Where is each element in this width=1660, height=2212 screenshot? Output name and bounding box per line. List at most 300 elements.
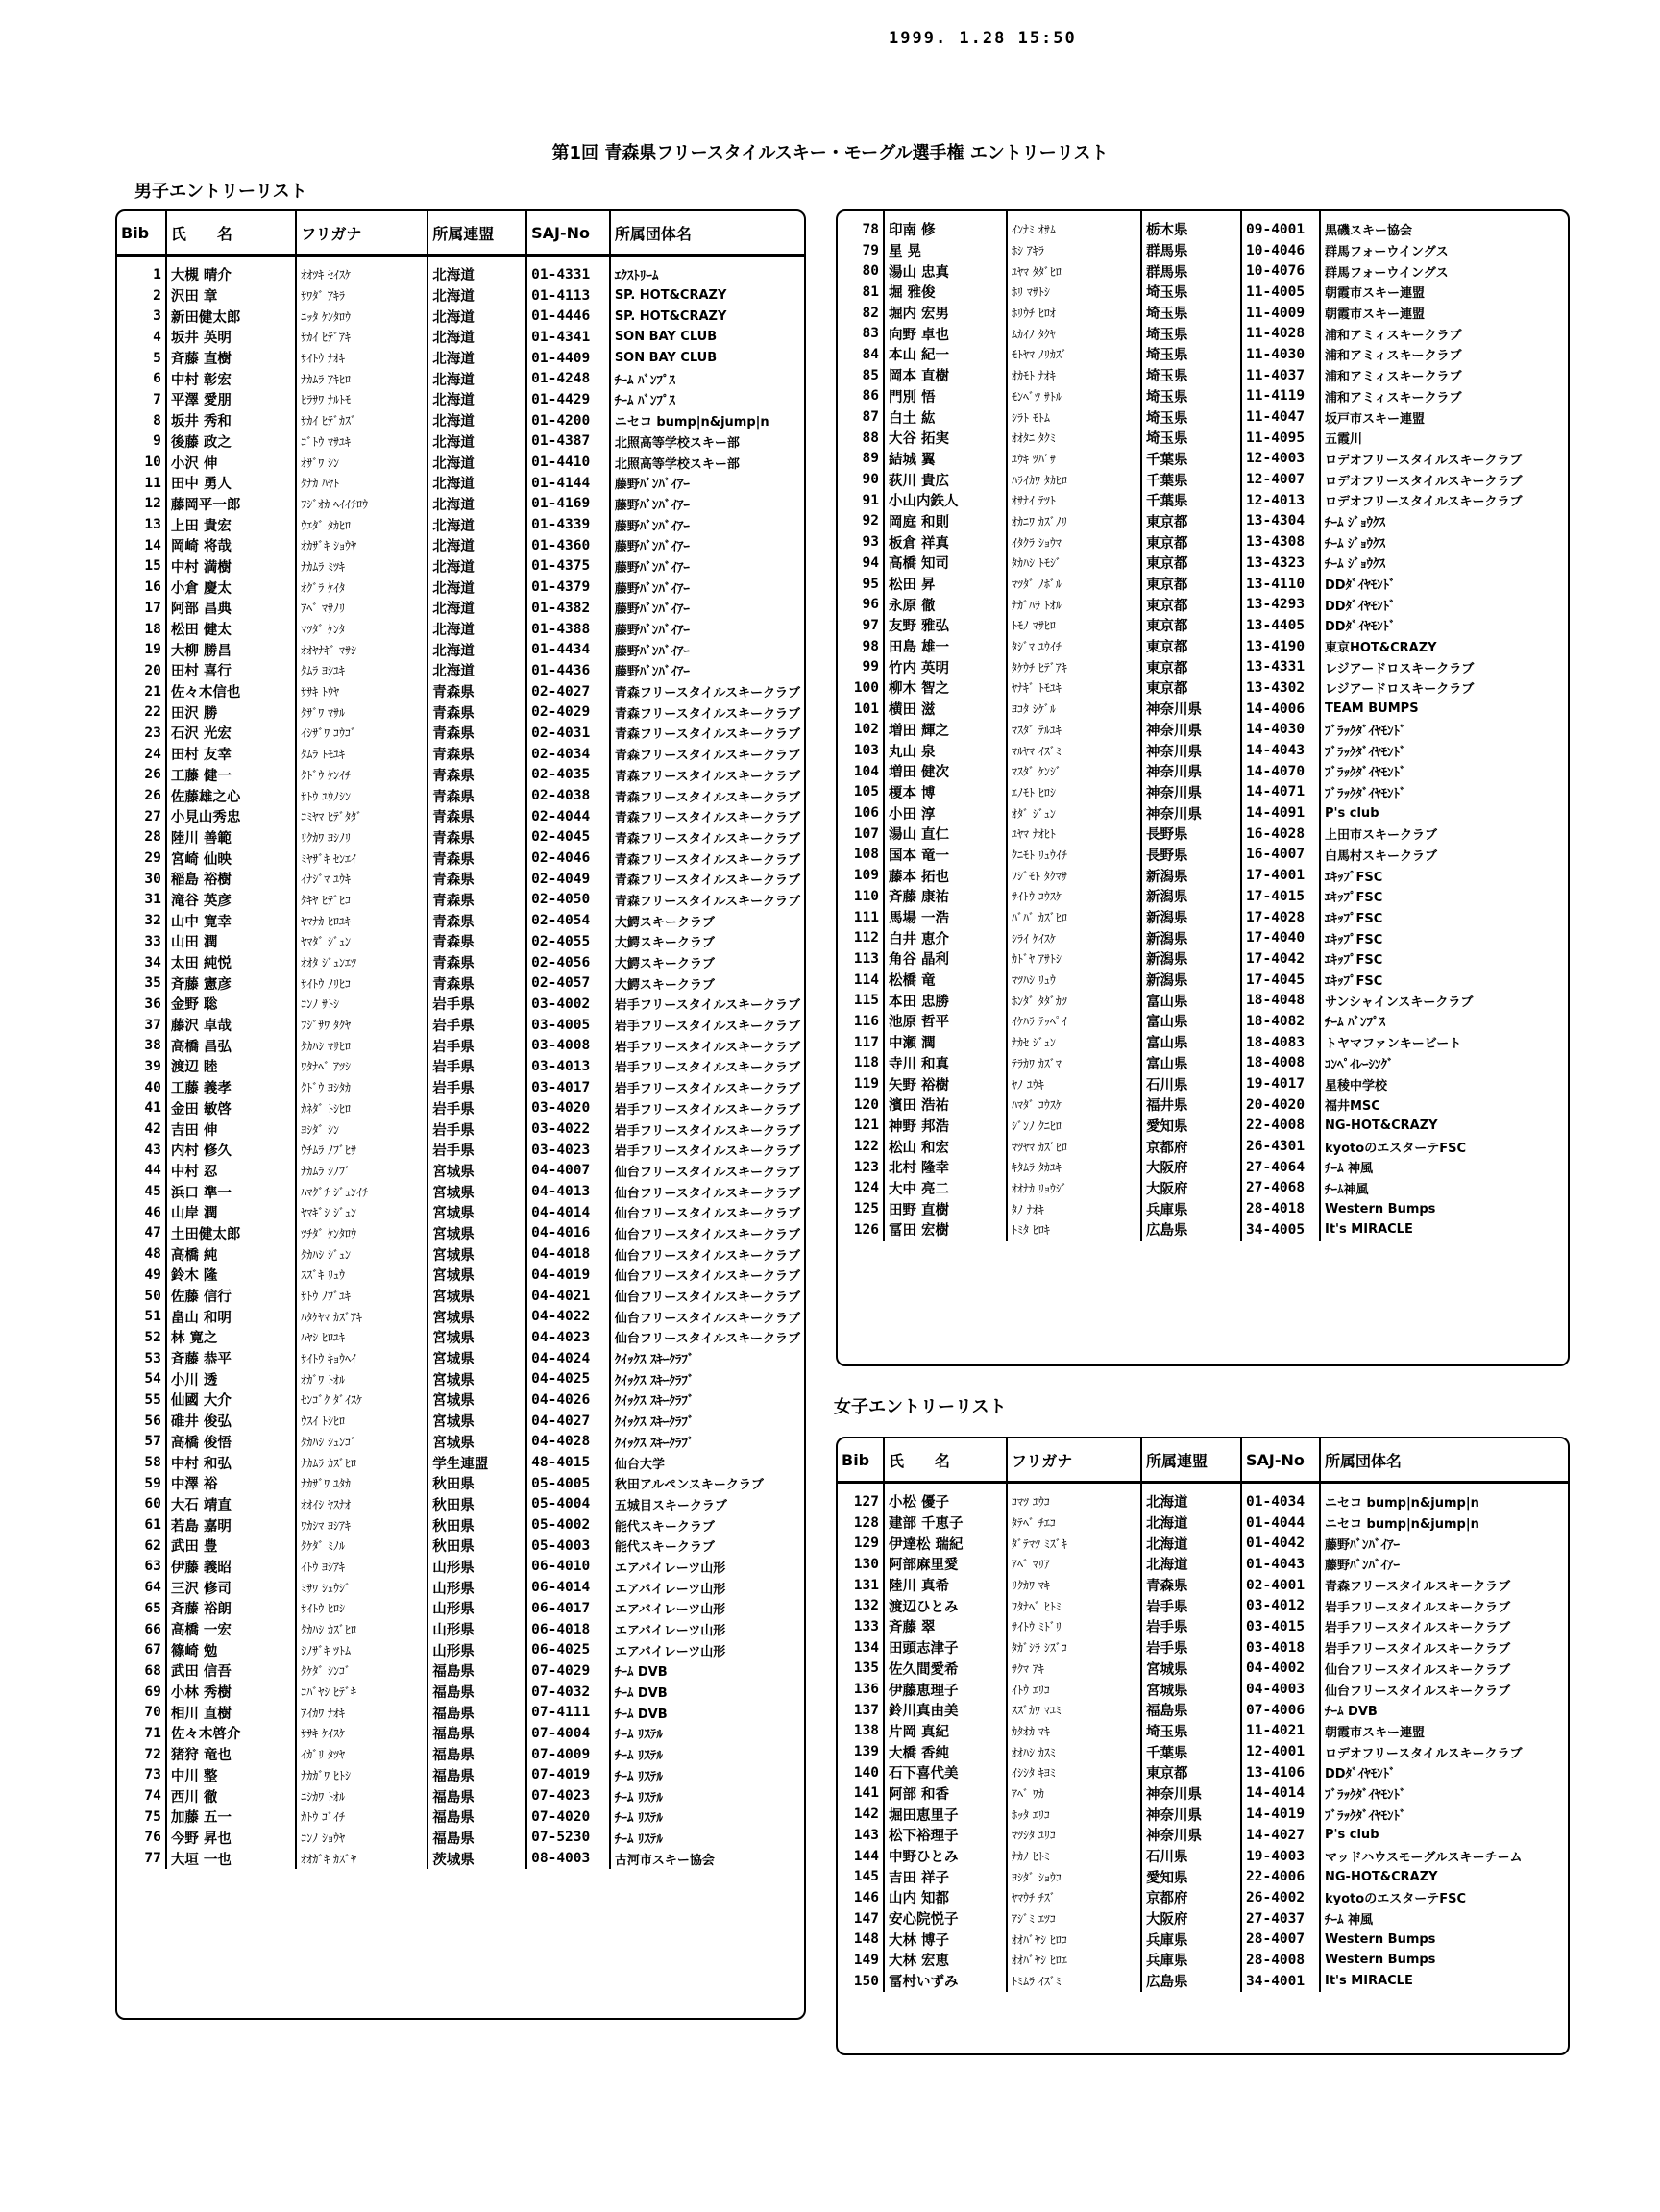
cell-federation: 岩手県 xyxy=(1141,1616,1241,1637)
cell-saj-no: 02-4001 xyxy=(1241,1575,1320,1596)
cell-name: 新田健太郎 xyxy=(166,306,296,327)
cell-furigana: ｵｶｻﾞｷ ｼｮｳﾔ xyxy=(296,535,427,556)
cell-saj-no: 07-4019 xyxy=(526,1765,610,1786)
table-row xyxy=(117,1806,804,1828)
cell-saj-no: 04-4025 xyxy=(526,1368,610,1389)
cell-name: 湯山 忠真 xyxy=(884,260,1007,282)
cell-furigana: ﾌｼﾞｵｶ ﾍｲｲﾁﾛｳ xyxy=(296,494,427,515)
cell-saj-no: 27-4068 xyxy=(1241,1178,1320,1199)
table-row xyxy=(117,285,804,307)
table-row xyxy=(838,1178,1568,1199)
cell-federation: 長野県 xyxy=(1141,845,1241,866)
cell-name: 篠崎 勉 xyxy=(166,1639,296,1660)
cell-saj-no: 13-4331 xyxy=(1241,656,1320,677)
cell-team: 青森フリースタイルスキークラブ xyxy=(614,749,800,764)
cell-furigana: ﾅｶﾑﾗ ｼﾉﾌﾞ xyxy=(296,1161,427,1182)
cell-bib: 74 xyxy=(117,1785,166,1806)
cell-bib: 73 xyxy=(117,1765,166,1786)
cell-team: 坂戸市スキー連盟 xyxy=(1325,411,1426,427)
cell-saj-no: 04-4023 xyxy=(526,1327,610,1348)
cell-team: 大鰐スキークラブ xyxy=(614,977,715,993)
cell-federation: 北海道 xyxy=(427,535,526,556)
cell-furigana: ﾆｼｶﾜ ﾄｵﾙ xyxy=(296,1785,427,1806)
cell-bib: 4 xyxy=(117,327,166,348)
table-row xyxy=(838,1887,1568,1908)
col-federation: 所属連盟 xyxy=(1141,1438,1241,1483)
table-row xyxy=(117,744,804,765)
cell-name: 大槻 晴介 xyxy=(166,256,296,285)
table-row xyxy=(117,1432,804,1453)
cell-furigana: ﾅｶﾞﾊﾗ ﾄｵﾙ xyxy=(1007,594,1141,615)
cell-name: 陸川 善範 xyxy=(166,827,296,848)
cell-saj-no: 01-4044 xyxy=(1241,1512,1320,1534)
cell-bib: 77 xyxy=(117,1848,166,1869)
cell-team: レジアードロスキークラブ xyxy=(1325,661,1475,676)
cell-team: DDﾀﾞｲﾔﾓﾝﾄﾞ xyxy=(1325,599,1396,614)
cell-team: ﾁｰﾑ 神風 xyxy=(1325,1162,1374,1177)
cell-saj-no: 13-4308 xyxy=(1241,531,1320,553)
cell-saj-no: 01-4387 xyxy=(526,431,610,453)
cell-saj-no: 02-4029 xyxy=(526,701,610,723)
cell-team: 古河市スキー協会 xyxy=(614,1853,715,1868)
cell-federation: 秋田県 xyxy=(427,1536,526,1557)
cell-furigana: ﾀｶﾊｼ ｼﾞｭﾝ xyxy=(296,1243,427,1265)
cell-saj-no: 07-4023 xyxy=(526,1785,610,1806)
cell-team: ﾁｰﾑ DVB xyxy=(1325,1705,1378,1720)
table-row xyxy=(117,1848,804,1869)
cell-bib: 105 xyxy=(838,782,884,803)
cell-team: 仙台フリースタイルスキークラブ xyxy=(1325,1662,1511,1678)
cell-team: ﾁｰﾑ ｼﾞｮｳｸｽ xyxy=(1325,557,1386,573)
cell-bib: 98 xyxy=(838,636,884,657)
cell-federation: 石川県 xyxy=(1141,1073,1241,1094)
cell-team: 五霞川 xyxy=(1325,432,1363,448)
cell-federation: 青森県 xyxy=(427,744,526,765)
cell-furigana: ﾅｶｾ ｼﾞｭﾝ xyxy=(1007,1032,1141,1053)
cell-name: 西川 徹 xyxy=(166,1785,296,1806)
cell-saj-no: 26-4301 xyxy=(1241,1136,1320,1157)
cell-bib: 106 xyxy=(838,802,884,823)
table-row xyxy=(838,1659,1568,1680)
cell-saj-no: 06-4017 xyxy=(526,1598,610,1619)
cell-furigana: ﾀｶﾞｼﾗ ｼｽﾞｺ xyxy=(1007,1637,1141,1659)
cell-furigana: ｷﾀﾑﾗ ﾀｶﾕｷ xyxy=(1007,1157,1141,1178)
cell-bib: 48 xyxy=(117,1243,166,1265)
table-row xyxy=(838,1950,1568,1971)
table-row xyxy=(838,282,1568,303)
table-row xyxy=(117,1660,804,1682)
cell-name: 相川 直樹 xyxy=(166,1702,296,1723)
cell-federation: 広島県 xyxy=(1141,1219,1241,1241)
cell-team: 黒磯スキー協会 xyxy=(1325,224,1413,239)
cell-federation: 兵庫県 xyxy=(1141,1950,1241,1971)
cell-name: 藤岡平一郎 xyxy=(166,494,296,515)
cell-saj-no: 03-4017 xyxy=(526,1077,610,1098)
table-row xyxy=(838,260,1568,282)
cell-team: ｴｷｯﾌﾟFSC xyxy=(1325,932,1383,947)
cell-saj-no: 02-4050 xyxy=(526,890,610,911)
cell-furigana: ﾋﾗｻﾜ ﾅﾙﾄﾓ xyxy=(296,389,427,410)
cell-saj-no: 27-4064 xyxy=(1241,1157,1320,1178)
table-row xyxy=(117,1265,804,1286)
cell-name: 濱田 浩祐 xyxy=(884,1094,1007,1116)
cell-federation: 宮城県 xyxy=(427,1202,526,1223)
cell-name: 北村 隆幸 xyxy=(884,1157,1007,1178)
cell-federation: 京都府 xyxy=(1141,1136,1241,1157)
cell-furigana: ﾘｸｶﾜ ﾖｼﾉﾘ xyxy=(296,827,427,848)
cell-saj-no: 01-4382 xyxy=(526,598,610,619)
cell-team: エアバイレーツ山形 xyxy=(614,1582,726,1597)
cell-name: 堀内 宏男 xyxy=(884,303,1007,324)
table-row xyxy=(117,494,804,515)
cell-saj-no: 04-4018 xyxy=(526,1243,610,1265)
cell-bib: 90 xyxy=(838,469,884,490)
cell-bib: 81 xyxy=(838,282,884,303)
cell-federation: 青森県 xyxy=(427,765,526,786)
cell-saj-no: 13-4293 xyxy=(1241,594,1320,615)
cell-federation: 宮城県 xyxy=(427,1161,526,1182)
table-row xyxy=(117,1243,804,1265)
cell-team: ｴｷｯﾌﾟFSC xyxy=(1325,953,1383,969)
table-row xyxy=(117,556,804,578)
table-row xyxy=(838,1032,1568,1053)
cell-name: 神野 邦浩 xyxy=(884,1116,1007,1137)
cell-furigana: ｳｽｲ ﾄｼﾋﾛ xyxy=(296,1411,427,1432)
cell-team: ｸｲｯｸｽ ｽｷｰｸﾗﾌﾞ xyxy=(614,1373,695,1389)
cell-saj-no: 20-4020 xyxy=(1241,1094,1320,1116)
cell-bib: 150 xyxy=(838,1971,884,1992)
cell-furigana: ｶﾈﾀﾞ ﾄｼﾋﾛ xyxy=(296,1098,427,1119)
cell-team: 浦和アミィスキークラブ xyxy=(1325,370,1462,385)
cell-name: 高橋 一宏 xyxy=(166,1619,296,1640)
cell-team: レジアードロスキークラブ xyxy=(1325,682,1475,698)
cell-name: 林 寛之 xyxy=(166,1327,296,1348)
men-table-left xyxy=(115,209,806,2020)
cell-furigana: ﾏﾂﾊｼ ﾘｭｳ xyxy=(1007,970,1141,991)
cell-federation: 新潟県 xyxy=(1141,927,1241,948)
cell-federation: 青森県 xyxy=(427,890,526,911)
cell-saj-no: 08-4003 xyxy=(526,1848,610,1869)
cell-name: 白井 恵介 xyxy=(884,927,1007,948)
cell-name: 武田 信吾 xyxy=(166,1660,296,1682)
cell-team: 白馬村スキークラブ xyxy=(1325,848,1438,864)
cell-furigana: ｵｸﾞﾗ ｹｲﾀ xyxy=(296,577,427,598)
cell-team: 星稜中学校 xyxy=(1325,1078,1388,1094)
cell-team: 大鰐スキークラブ xyxy=(614,957,715,972)
cell-bib: 108 xyxy=(838,845,884,866)
cell-team: ﾁｰﾑ ﾊﾞﾝﾌﾟｽ xyxy=(614,373,675,388)
cell-federation: 福島県 xyxy=(1141,1700,1241,1721)
cell-bib: 31 xyxy=(117,890,166,911)
cell-name: 佐久間愛希 xyxy=(884,1659,1007,1680)
cell-bib: 27 xyxy=(117,806,166,827)
cell-federation: 宮城県 xyxy=(427,1389,526,1411)
cell-furigana: ｵｵﾊｼ ｶｽﾐ xyxy=(1007,1741,1141,1762)
cell-team: ｸｲｯｸｽ ｽｷｰｸﾗﾌﾞ xyxy=(614,1353,695,1368)
cell-name: 安心院悦子 xyxy=(884,1908,1007,1929)
print-timestamp: 1999. 1.28 15:50 xyxy=(889,29,1077,48)
cell-saj-no: 11-4005 xyxy=(1241,282,1320,303)
col-name: 氏 名 xyxy=(884,1438,1007,1483)
cell-federation: 北海道 xyxy=(427,256,526,285)
cell-federation: 北海道 xyxy=(427,577,526,598)
table-row xyxy=(838,1575,1568,1596)
cell-bib: 91 xyxy=(838,490,884,511)
cell-saj-no: 17-4015 xyxy=(1241,886,1320,907)
cell-saj-no: 01-4379 xyxy=(526,577,610,598)
cell-furigana: ｱﾍﾞ ﾏﾘｱ xyxy=(1007,1554,1141,1575)
cell-bib: 80 xyxy=(838,260,884,282)
table-row xyxy=(117,1514,804,1536)
cell-name: 冨田 宏樹 xyxy=(884,1219,1007,1241)
cell-saj-no: 04-4013 xyxy=(526,1181,610,1202)
cell-saj-no: 01-4388 xyxy=(526,619,610,640)
table-row xyxy=(117,1161,804,1182)
cell-furigana: ｲｹﾊﾗ ﾃｯﾍﾟｲ xyxy=(1007,1011,1141,1032)
cell-saj-no: 11-4095 xyxy=(1241,428,1320,449)
cell-furigana: ｸﾆﾓﾄ ﾘｭｳｲﾁ xyxy=(1007,845,1141,866)
cell-saj-no: 05-4005 xyxy=(526,1473,610,1494)
cell-federation: 宮城県 xyxy=(427,1243,526,1265)
cell-furigana: ｻｻｷ ｹｲｽｹ xyxy=(296,1723,427,1744)
cell-furigana: ｼﾞﾝﾉ ｸﾆﾋﾛ xyxy=(1007,1116,1141,1137)
cell-federation: 福島県 xyxy=(427,1682,526,1703)
cell-bib: 63 xyxy=(117,1557,166,1578)
cell-team: 岩手フリースタイルスキークラブ xyxy=(614,1102,800,1118)
cell-furigana: ﾅｶﾑﾗ ｶｽﾞﾋﾛ xyxy=(296,1452,427,1473)
cell-saj-no: 17-4001 xyxy=(1241,865,1320,886)
table-row xyxy=(117,1557,804,1578)
cell-furigana: ﾀｶﾊｼ ｼｭﾝｺﾞ xyxy=(296,1432,427,1453)
cell-team: 仙台フリースタイルスキークラブ xyxy=(614,1165,800,1180)
table-row xyxy=(117,1452,804,1473)
table-row xyxy=(117,1389,804,1411)
cell-saj-no: 34-4005 xyxy=(1241,1219,1320,1241)
cell-name: 国本 竜一 xyxy=(884,845,1007,866)
table-row xyxy=(117,806,804,827)
cell-federation: 神奈川県 xyxy=(1141,1783,1241,1805)
table-row xyxy=(117,1619,804,1640)
cell-federation: 宮城県 xyxy=(1141,1659,1241,1680)
cell-federation: 神奈川県 xyxy=(1141,782,1241,803)
cell-team: 青森フリースタイルスキークラブ xyxy=(614,852,800,868)
cell-team: ｸｲｯｸｽ ｽｷｰｸﾗﾌﾞ xyxy=(614,1394,695,1410)
cell-name: 松下裕理子 xyxy=(884,1825,1007,1846)
cell-saj-no: 16-4007 xyxy=(1241,845,1320,866)
cell-name: 仙國 大介 xyxy=(166,1389,296,1411)
cell-federation: 埼玉県 xyxy=(1141,282,1241,303)
cell-bib: 115 xyxy=(838,990,884,1011)
cell-bib: 23 xyxy=(117,723,166,744)
cell-furigana: ﾜﾀﾅﾍﾞ ﾋﾄﾐ xyxy=(1007,1595,1141,1616)
cell-name: 友野 雅弘 xyxy=(884,615,1007,636)
cell-bib: 9 xyxy=(117,431,166,453)
cell-name: 高橋 純 xyxy=(166,1243,296,1265)
cell-team: 仙台フリースタイルスキークラブ xyxy=(614,1332,800,1347)
table-row xyxy=(117,701,804,723)
cell-name: 堀田恵里子 xyxy=(884,1804,1007,1825)
cell-bib: 45 xyxy=(117,1181,166,1202)
cell-bib: 26 xyxy=(117,785,166,806)
cell-federation: 山形県 xyxy=(427,1598,526,1619)
cell-name: 金田 敏啓 xyxy=(166,1098,296,1119)
cell-bib: 129 xyxy=(838,1533,884,1554)
cell-federation: 埼玉県 xyxy=(1141,386,1241,407)
cell-saj-no: 02-4045 xyxy=(526,827,610,848)
cell-team: 群馬フォーウイングス xyxy=(1325,265,1449,281)
cell-furigana: ｻｲﾄｳ ﾅｵｷ xyxy=(296,348,427,369)
cell-name: 工藤 健一 xyxy=(166,765,296,786)
cell-saj-no: 13-4106 xyxy=(1241,1762,1320,1783)
cell-federation: 神奈川県 xyxy=(1141,699,1241,720)
cell-federation: 青森県 xyxy=(1141,1575,1241,1596)
cell-saj-no: 04-4003 xyxy=(1241,1679,1320,1700)
table-row xyxy=(117,639,804,660)
cell-bib: 59 xyxy=(117,1473,166,1494)
cell-team: Western Bumps xyxy=(1325,1931,1436,1947)
cell-furigana: ﾌｼﾞｻﾜ ﾀｸﾔ xyxy=(296,1015,427,1036)
cell-bib: 75 xyxy=(117,1806,166,1828)
cell-furigana: ﾓﾄﾔﾏ ﾉﾘｶｽﾞ xyxy=(1007,344,1141,365)
table-row xyxy=(838,970,1568,991)
cell-furigana: ﾀｼﾞﾏ ﾕｳｲﾁ xyxy=(1007,636,1141,657)
cell-name: 吉田 伸 xyxy=(166,1118,296,1140)
table-row xyxy=(838,594,1568,615)
cell-team: 岩手フリースタイルスキークラブ xyxy=(614,1020,800,1035)
cell-name: 土田健太郎 xyxy=(166,1223,296,1244)
cell-furigana: ｵｵﾊﾞﾔｼ ﾋﾛｴ xyxy=(1007,1950,1141,1971)
cell-federation: 石川県 xyxy=(1141,1846,1241,1867)
cell-bib: 2 xyxy=(117,285,166,307)
cell-federation: 宮城県 xyxy=(427,1286,526,1307)
cell-name: 小田 淳 xyxy=(884,802,1007,823)
cell-team: TEAM BUMPS xyxy=(1325,701,1419,717)
cell-saj-no: 12-4003 xyxy=(1241,449,1320,470)
table-row xyxy=(838,240,1568,261)
cell-team: 藤野ﾊﾞﾝﾊﾞｲｱｰ xyxy=(614,560,690,576)
cell-federation: 北海道 xyxy=(427,514,526,535)
cell-federation: 北海道 xyxy=(1141,1512,1241,1534)
table-row xyxy=(838,865,1568,886)
cell-saj-no: 02-4046 xyxy=(526,848,610,869)
cell-saj-no: 22-4008 xyxy=(1241,1116,1320,1137)
cell-saj-no: 14-4019 xyxy=(1241,1804,1320,1825)
cell-team: ﾁｰﾑ ｼﾞｮｳｸｽ xyxy=(1325,536,1386,552)
cell-bib: 71 xyxy=(117,1723,166,1744)
table-row xyxy=(117,1223,804,1244)
cell-team: 大鰐スキークラブ xyxy=(614,936,715,951)
men-section-label: 男子エントリーリスト xyxy=(134,182,307,202)
cell-furigana: ﾊﾀｹﾔﾏ ｶｽﾞｱｷ xyxy=(296,1306,427,1327)
cell-team: ﾁｰﾑ ﾊﾞﾝﾌﾟｽ xyxy=(614,394,675,409)
cell-team: ﾁｰﾑ ｼﾞｮｳｸｽ xyxy=(1325,515,1386,530)
cell-name: 上田 貴宏 xyxy=(166,514,296,535)
cell-name: 小松 優子 xyxy=(884,1483,1007,1512)
cell-saj-no: 13-4304 xyxy=(1241,511,1320,532)
table-row xyxy=(838,1721,1568,1742)
cell-bib: 89 xyxy=(838,449,884,470)
cell-name: 加藤 五一 xyxy=(166,1806,296,1828)
cell-saj-no: 02-4044 xyxy=(526,806,610,827)
cell-bib: 126 xyxy=(838,1219,884,1241)
cell-furigana: ｵｻﾅｲ ﾃﾂﾄ xyxy=(1007,490,1141,511)
col-bib: Bib xyxy=(117,211,166,256)
cell-saj-no: 14-4043 xyxy=(1241,740,1320,761)
cell-bib: 68 xyxy=(117,1660,166,1682)
cell-saj-no: 03-4020 xyxy=(526,1098,610,1119)
cell-bib: 72 xyxy=(117,1744,166,1765)
cell-furigana: ｻﾄｳ ﾕｳﾉｼﾝ xyxy=(296,785,427,806)
cell-federation: 青森県 xyxy=(427,910,526,931)
cell-furigana: ﾊﾔｼ ﾋﾛﾕｷ xyxy=(296,1327,427,1348)
cell-name: 荻川 貴広 xyxy=(884,469,1007,490)
table-row xyxy=(838,303,1568,324)
cell-name: 門別 悟 xyxy=(884,386,1007,407)
cell-name: 田野 直樹 xyxy=(884,1198,1007,1219)
cell-team: 岩手フリースタイルスキークラブ xyxy=(614,1144,800,1160)
cell-bib: 136 xyxy=(838,1679,884,1700)
cell-bib: 41 xyxy=(117,1098,166,1119)
cell-bib: 128 xyxy=(838,1512,884,1534)
cell-team: Western Bumps xyxy=(1325,1201,1436,1217)
cell-furigana: ﾃﾗｶﾜ ｶｽﾞﾏ xyxy=(1007,1053,1141,1074)
table-row xyxy=(838,1073,1568,1094)
cell-bib: 32 xyxy=(117,910,166,931)
cell-team: ｴｷｯﾌﾟFSC xyxy=(1325,912,1383,927)
cell-federation: 北海道 xyxy=(1141,1533,1241,1554)
table-row xyxy=(117,869,804,890)
cell-furigana: ｲﾀｸﾗ ｼｮｳﾏ xyxy=(1007,531,1141,553)
table-row xyxy=(838,1157,1568,1178)
cell-name: 大橋 香純 xyxy=(884,1741,1007,1762)
cell-team: ﾌﾞﾗｯｸﾀﾞｲﾔﾓﾝﾄﾞ xyxy=(1325,1787,1406,1803)
cell-team: NG-HOT&CRAZY xyxy=(1325,1869,1438,1884)
cell-saj-no: 14-4071 xyxy=(1241,782,1320,803)
cell-saj-no: 01-4375 xyxy=(526,556,610,578)
cell-saj-no: 05-4003 xyxy=(526,1536,610,1557)
cell-team: 浦和アミィスキークラブ xyxy=(1325,328,1462,343)
cell-team: 青森フリースタイルスキークラブ xyxy=(614,706,800,722)
cell-bib: 109 xyxy=(838,865,884,886)
cell-saj-no: 13-4190 xyxy=(1241,636,1320,657)
cell-furigana: ｸﾄﾞｳ ｹﾝｲﾁ xyxy=(296,765,427,786)
cell-name: 板倉 祥真 xyxy=(884,531,1007,553)
cell-bib: 10 xyxy=(117,452,166,473)
table-row xyxy=(117,994,804,1015)
cell-team: 岩手フリースタイルスキークラブ xyxy=(1325,1621,1511,1636)
women-table xyxy=(836,1437,1570,2055)
cell-furigana: ﾄﾐﾑﾗ ｲｽﾞﾐ xyxy=(1007,1971,1141,1992)
cell-name: 山内 知都 xyxy=(884,1887,1007,1908)
cell-furigana: ｵｵｶﾞｷ ｶｽﾞﾔ xyxy=(296,1848,427,1869)
cell-federation: 福島県 xyxy=(427,1660,526,1682)
cell-federation: 京都府 xyxy=(1141,1887,1241,1908)
cell-furigana: ﾀｹﾀﾞ ｼﾝｺﾞ xyxy=(296,1660,427,1682)
cell-saj-no: 03-4022 xyxy=(526,1118,610,1140)
cell-bib: 114 xyxy=(838,970,884,991)
cell-name: 伊藤 義昭 xyxy=(166,1557,296,1578)
cell-bib: 123 xyxy=(838,1157,884,1178)
cell-name: 猪狩 竜也 xyxy=(166,1744,296,1765)
cell-saj-no: 14-4091 xyxy=(1241,802,1320,823)
cell-bib: 92 xyxy=(838,511,884,532)
cell-team: 青森フリースタイルスキークラブ xyxy=(614,873,800,889)
cell-federation: 東京都 xyxy=(1141,1762,1241,1783)
cell-furigana: ﾕﾔﾏ ﾅｵﾋﾄ xyxy=(1007,823,1141,845)
cell-bib: 50 xyxy=(117,1286,166,1307)
cell-saj-no: 12-4001 xyxy=(1241,1741,1320,1762)
cell-name: 岡本 直樹 xyxy=(884,365,1007,386)
